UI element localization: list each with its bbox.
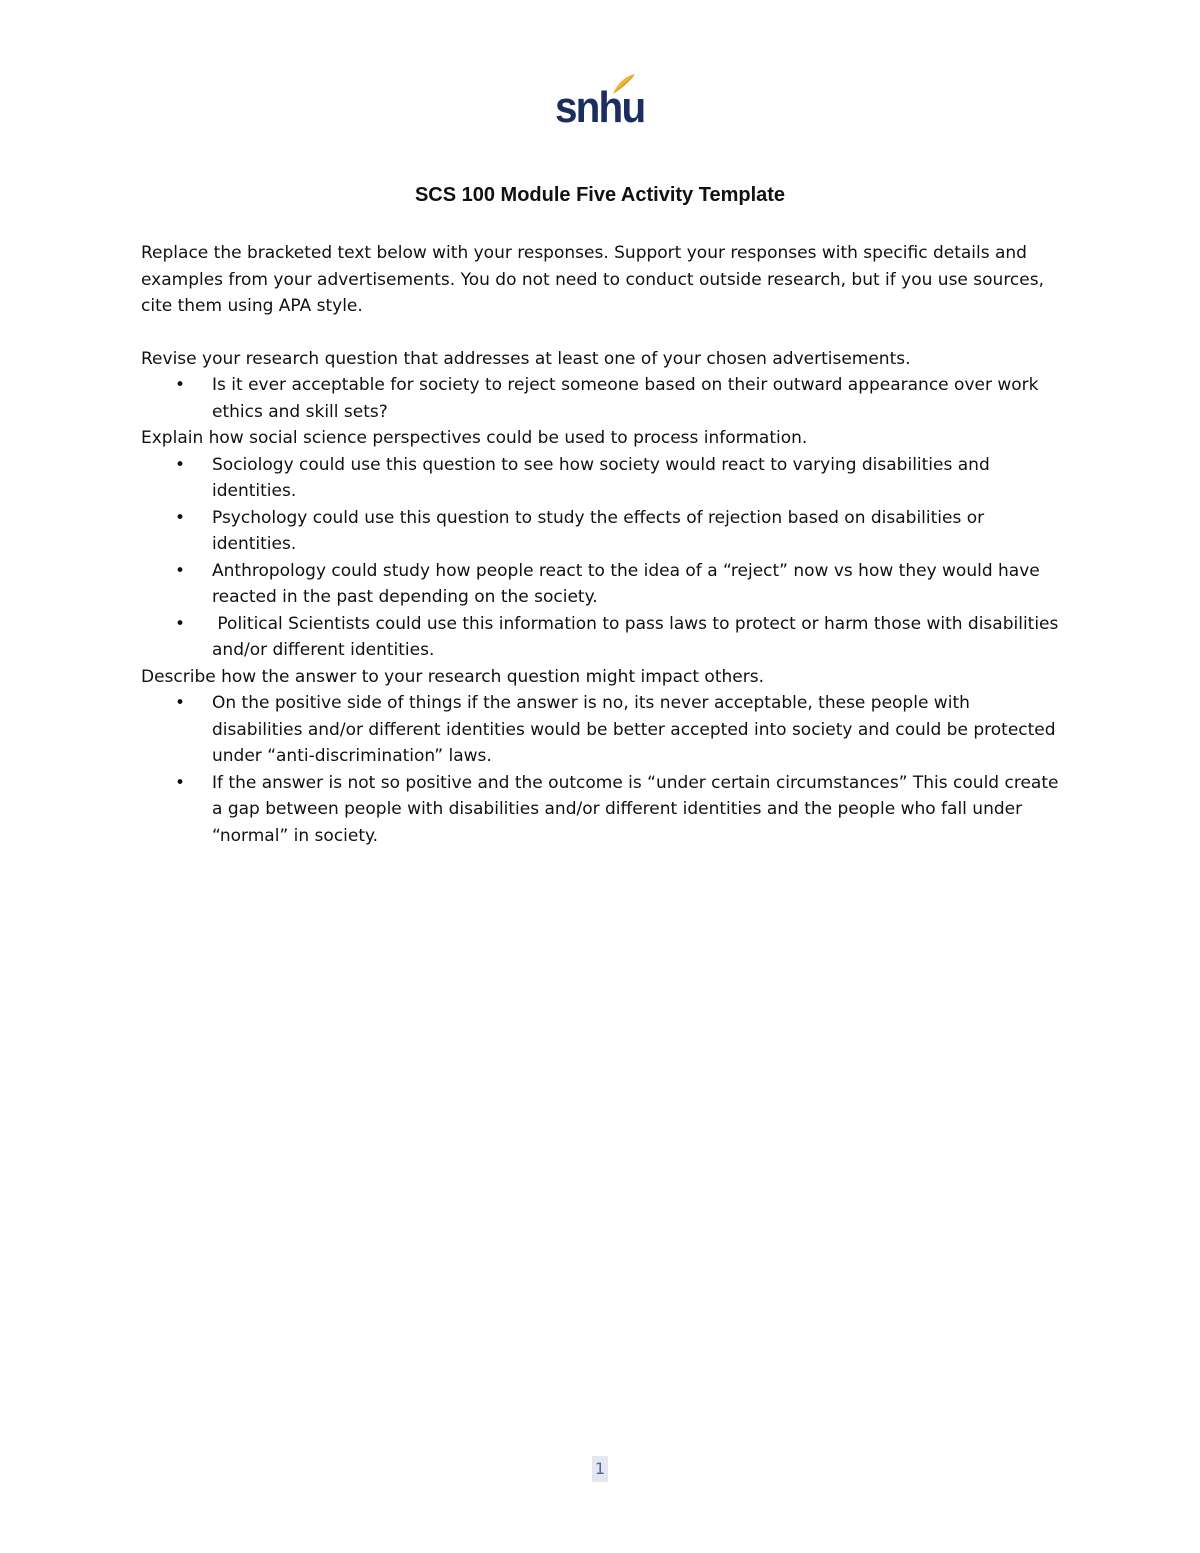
document-body [141, 240, 1064, 849]
list-item: • Psychology could use this question to study the effects of rejection based on disabilities or identities. [141, 505, 1061, 558]
list-item: • Is it ever acceptable for society to reject someone based on their outward appearance over work ethics and skill sets? [141, 372, 1061, 425]
bullet-icon: • [175, 772, 186, 793]
bullet-list-research-question [141, 372, 1061, 425]
bullet-icon: • [175, 454, 186, 475]
page-title: SCS 100 Module Five Activity Template [414, 184, 786, 206]
snhu-logo [555, 72, 645, 134]
bullet-list-impact [141, 690, 1061, 849]
bullet-icon: • [175, 693, 186, 713]
list-item: • If the answer is not so positive and the outcome is “under certain circumstances” This could create a gap between people with disabilities and/or different identities and the people who fall under “normal” in society. [141, 770, 1061, 850]
list-item: • Political Scientists could use this information to pass laws to protect or harm those with disabilities and/or different identities. [141, 611, 1061, 664]
list-item: • On the positive side of things if the answer is no, its never acceptable, these people with disabilities and/or different identities would be better accepted into society and could be protected under “anti-discrimination” laws. [141, 690, 1061, 770]
page-number: 1 [592, 1456, 608, 1482]
list-item: • Anthropology could study how people react to the idea of a “reject” now vs how they would have reacted in the past depending on the society. [141, 558, 1061, 611]
bullet-icon: • [175, 613, 186, 634]
list-item: • Sociology could use this question to see how society would react to varying disabilities and identities. [141, 452, 1061, 505]
bullet-icon: • [175, 560, 186, 581]
intro-paragraph: Replace the bracketed text below with your responses. Support your responses with specific details and examples from your advertisements. You do not need to conduct outside research, but if you use sources, cite them using APA style. [141, 243, 1045, 316]
paragraph-gap [141, 320, 1061, 346]
section-prompt-research-question: Revise your research question that addresses at least one of your chosen advertisements. [141, 348, 911, 369]
section-prompt-impact: Describe how the answer to your research question might impact others. [141, 666, 764, 687]
bullet-icon: • [175, 375, 186, 395]
logo-wordmark: snhu [555, 83, 645, 132]
section-prompt-perspectives: Explain how social science perspectives could be used to process information. [141, 428, 808, 448]
bullet-icon: • [175, 507, 186, 528]
bullet-list-perspectives [141, 452, 1064, 664]
